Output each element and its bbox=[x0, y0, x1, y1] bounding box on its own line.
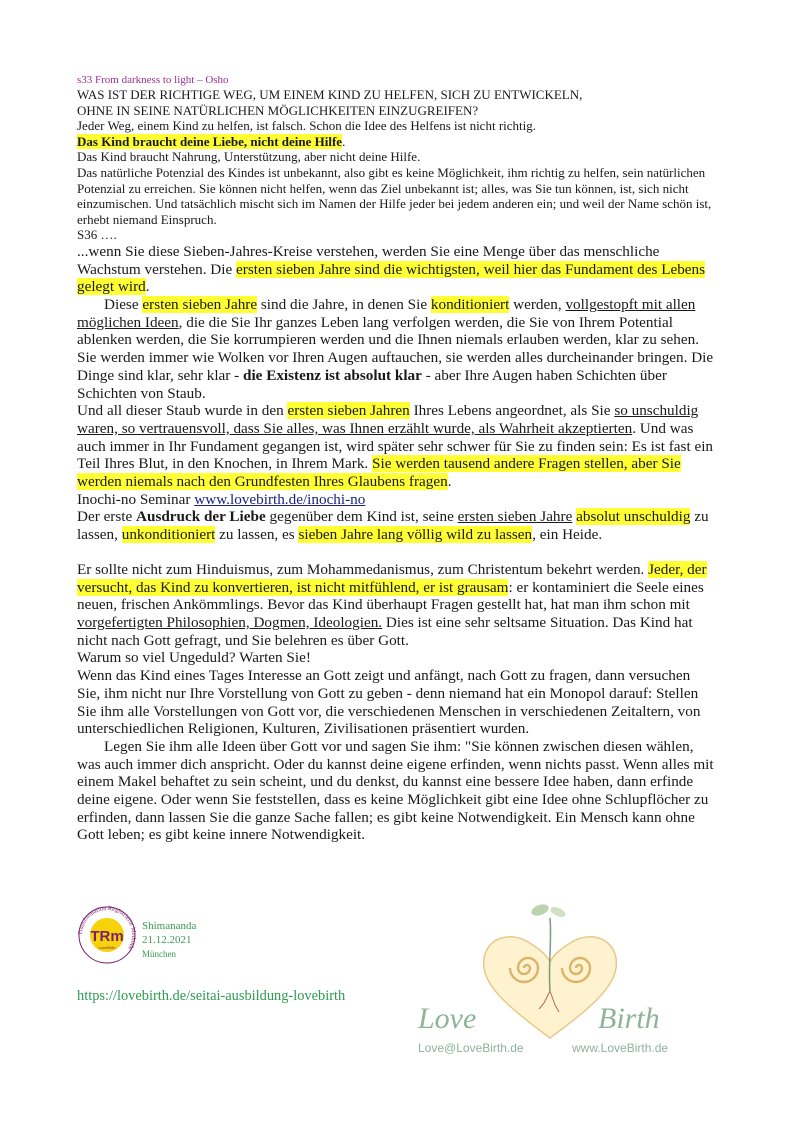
bold-text: die Existenz ist absolut klar bbox=[243, 366, 422, 384]
intro-line-2: Das Kind braucht Nahrung, Unterstützung, aber nicht deine Hilfe. bbox=[77, 149, 421, 165]
footer-url-link[interactable]: https://lovebirth.de/seitai-ausbildung-lovebirth bbox=[77, 988, 346, 1004]
paragraph-4: Der erste Ausdruck der Liebe gegenüber dem Kind ist, seine ersten sieben Jahre absolut unschuldig zu lassen, unkonditioniert zu lassen, es sieben Jahre lang völlig wild zu lassen, ein Heide. bbox=[77, 508, 709, 544]
paragraph-2: Diese ersten sieben Jahre sind die Jahre, in denen Sie konditioniert werden, vollgestopft mit allen möglichen Ideen, die die Sie Ihr ganzes Leben lang verfolgen werden, die Sie von Ihrem Potential ablenken werden, die Sie korrumpieren werden und die Ihnen niemals erlauben werden, klar zu sehen. Sie werden immer wie Wolken vor Ihren Augen auftauchen, sie werden alles durcheinander bringen. Die Dinge sind klar, sehr klar - die Existenz ist absolut klar - aber Ihre Augen haben Schichten über Schichten von Staub. bbox=[77, 296, 714, 402]
paragraph-6: Warum so viel Ungeduld? Warten Sie! bbox=[77, 649, 311, 667]
question-line-2: OHNE IN SEINE NATÜRLICHEN MÖGLICHKEITEN EINZUGREIFEN? bbox=[77, 102, 479, 118]
signature-city: München bbox=[142, 949, 176, 959]
stamp-small-text: LoveBirth bbox=[98, 945, 116, 950]
logo-email: Love@LoveBirth.de bbox=[418, 1041, 524, 1055]
bold-text: Ausdruck der Liebe bbox=[136, 508, 266, 526]
intro-paragraph: Das natürliche Potenzial des Kindes ist unbekannt, also gibt es keine Möglichkeit, ihm richtig zu helfen, sein natürlichen Potenzial zu erreichen. Sie können nicht helfen, wenn das Ziel unbekannt ist; alles, was Sie tun können, ist, sich nicht einzumischen. Und tatsächlich mischt sich im Namen der Hilfe jeder bei jedem anderen ein; und weil der Name schön ist, erhebt niemand Einspruch. bbox=[77, 164, 712, 227]
highlight: Jeder, der versucht, das Kind zu konvertieren, ist nicht mitfühlend, er ist grausam bbox=[77, 560, 707, 596]
highlight: ersten sieben Jahre bbox=[142, 296, 258, 314]
logo-web: www.LoveBirth.de bbox=[572, 1041, 669, 1055]
signature-text bbox=[142, 919, 196, 961]
seminar-line: Inochi-no Seminar www.lovebirth.de/inochi-no bbox=[77, 490, 366, 508]
question-line-1: WAS IST DER RICHTIGE WEG, UM EINEM KIND ZU HELFEN, SICH ZU ENTWICKELN, bbox=[77, 87, 583, 102]
logo-word-birth: Birth bbox=[598, 1002, 660, 1035]
document-body bbox=[77, 74, 717, 844]
highlight: absolut unschuldig bbox=[576, 508, 691, 526]
stamp-letters: TRm bbox=[90, 928, 124, 945]
underlined-text: ersten sieben Jahre bbox=[457, 508, 573, 526]
highlight: ersten sieben Jahren bbox=[287, 402, 410, 420]
intro-line-1: Jeder Weg, einem Kind zu helfen, ist falsch. Schon die Idee des Helfens ist nicht richtig. bbox=[77, 118, 536, 134]
highlight: Sie werden tausend andere Fragen stellen, aber Sie werden niemals nach den Grundfesten Ihres Glaubens fragen bbox=[77, 455, 681, 491]
source-reference-2: S36 …. bbox=[77, 227, 117, 243]
logo-word-love: Love bbox=[418, 1002, 477, 1035]
seminar-link[interactable]: www.lovebirth.de/inochi-no bbox=[194, 490, 366, 508]
paragraph-8: Legen Sie ihm alle Ideen über Gott vor und sagen Sie ihm: "Sie können zwischen diesen wählen, was auch immer dich anspricht. Oder du kannst deine eigene erfinden, wenn nichts passt. Wenn alles mit einem Makel behaftet zu sein scheint, und du denkst, du kannst eine bessere Idee haben, dann erfinde deine eigene. Oder wenn Sie feststellen, dass es keine Möglichkeit gibt eine Idee ohne Schlupflöcher zu erfinden, dann lassen Sie die ganze Sache fallen; es gibt keine Notwendigkeit. Ein Mensch kann ohne Gott leben; es gibt keine innere Notwendigkeit. bbox=[77, 737, 714, 844]
signature-date: 21.12.2021 bbox=[142, 934, 192, 946]
intro-highlight-line: Das Kind braucht deine Liebe, nicht deine Hilfe. bbox=[77, 133, 346, 149]
source-reference: s33 From darkness to light – Osho bbox=[77, 74, 229, 86]
trm-stamp-icon bbox=[77, 905, 137, 965]
highlight: konditioniert bbox=[430, 296, 510, 314]
stamp-ring-text: Transformation Registrierte Methode bbox=[77, 905, 137, 952]
signature-name: Shimananda bbox=[142, 920, 197, 932]
paragraph-1: ...wenn Sie diese Sieben-Jahres-Kreise verstehen, werden Sie eine Menge über das menschliche Wachstum verstehen. Die ersten sieben Jahre sind die wichtigsten, weil hier das Fundament des Lebens gelegt wird. bbox=[77, 242, 706, 296]
spacer bbox=[77, 544, 717, 561]
highlight: unkonditioniert bbox=[121, 526, 216, 544]
underlined-text: so unschuldig waren, so vertrauensvoll, dass Sie alles, was Ihnen erzählt wurde, als Wahrheit akzeptierten bbox=[77, 402, 699, 437]
lovebirth-logo-icon bbox=[412, 896, 692, 1061]
paragraph-3: Und all dieser Staub wurde in den ersten sieben Jahren Ihres Lebens angeordnet, als Sie so unschuldig waren, so vertrauensvoll, dass Sie alles, was Ihnen erzählt wurde, als Wahrheit akzeptierten. Und was auch immer in Ihr Fundament gegangen ist, wird später sehr schwer für Sie zu finden sein: Es ist fast ein Teil Ihres Blut, in den Knochen, in Ihrem Mark. Sie werden tausend andere Fragen stellen, aber Sie werden niemals nach den Grundfesten Ihres Glaubens fragen. bbox=[77, 402, 714, 491]
highlight: sieben Jahre lang völlig wild zu lassen bbox=[298, 526, 533, 544]
highlight: ersten sieben Jahre sind die wichtigsten, weil hier das Fundament des Lebens gelegt wird bbox=[77, 260, 706, 296]
underlined-text: vorgefertigten Philosophien, Dogmen, Ideologien. bbox=[77, 614, 383, 631]
paragraph-7: Wenn das Kind eines Tages Interesse an Gott zeigt und anfängt, nach Gott zu fragen, dann versuchen Sie, ihm nicht nur Ihre Vorstellung von Gott zu geben - denn niemand hat ein Monopol darauf: Stellen Sie ihm alle Vorstellungen von Gott vor, die verschiedenen Menschen in verschiedenen Zeitaltern, von unterschiedlichen Religionen, Kulturen, Zivilisationen präsentiert wurden. bbox=[77, 667, 701, 738]
paragraph-5: Er sollte nicht zum Hinduismus, zum Mohammedanismus, zum Christentum bekehrt werden. Jeder, der versucht, das Kind zu konvertieren, ist nicht mitfühlend, er ist grausam: er kontaminiert die Seele eines neuen, frischen Ankömmlings. Bevor das Kind überhaupt Fragen gestellt hat, hat man ihm schon mit vorgefertigten Philosophien, Dogmen, Ideologien. Dies ist eine sehr seltsame Situation. Das Kind hat nicht nach Gott gefragt, und Sie belehren es über Gott. bbox=[77, 560, 707, 649]
highlight: Das Kind braucht deine Liebe, nicht deine Hilfe bbox=[77, 133, 343, 149]
underlined-text: vollgestopft mit allen möglichen Ideen bbox=[77, 296, 696, 331]
